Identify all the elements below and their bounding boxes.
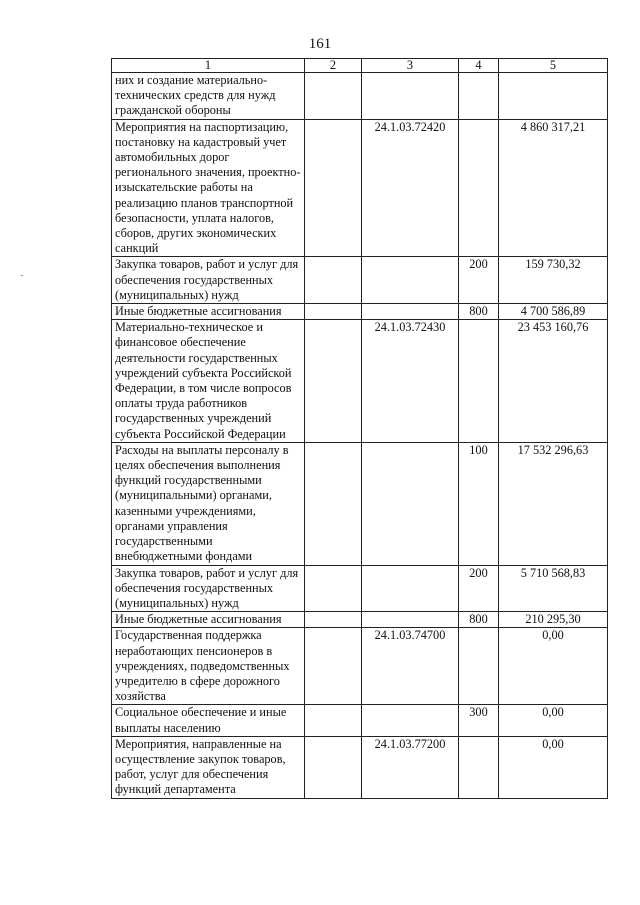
table-row <box>112 257 608 304</box>
row-type <box>459 119 499 257</box>
row-amount: 159 730,32 <box>499 257 608 304</box>
table-row <box>112 119 608 257</box>
row-type <box>459 73 499 120</box>
row-type: 300 <box>459 705 499 736</box>
row-type: 100 <box>459 442 499 565</box>
header-cell: 4 <box>459 59 499 73</box>
row-code <box>362 705 459 736</box>
scan-mark <box>21 275 23 276</box>
row-amount <box>499 73 608 120</box>
row-col2 <box>305 705 362 736</box>
row-type <box>459 736 499 798</box>
row-type: 200 <box>459 257 499 304</box>
row-amount: 210 295,30 <box>499 612 608 628</box>
row-col2 <box>305 257 362 304</box>
row-type: 800 <box>459 612 499 628</box>
table-row <box>112 442 608 565</box>
table-row <box>112 628 608 705</box>
table-row <box>112 612 608 628</box>
row-col2 <box>305 320 362 443</box>
table-row <box>112 320 608 443</box>
row-amount: 0,00 <box>499 705 608 736</box>
row-col2 <box>305 442 362 565</box>
row-code: 24.1.03.77200 <box>362 736 459 798</box>
row-amount: 0,00 <box>499 736 608 798</box>
row-amount: 0,00 <box>499 628 608 705</box>
row-col2 <box>305 119 362 257</box>
row-amount: 4 860 317,21 <box>499 119 608 257</box>
row-amount: 17 532 296,63 <box>499 442 608 565</box>
table-row <box>112 304 608 320</box>
row-code: 24.1.03.72420 <box>362 119 459 257</box>
table-row <box>112 565 608 612</box>
row-amount: 4 700 586,89 <box>499 304 608 320</box>
row-code: 24.1.03.72430 <box>362 320 459 443</box>
row-amount: 23 453 160,76 <box>499 320 608 443</box>
row-name: Материально-техническое и финансовое обеспечение деятельности государственных учреждений субъекта Российской Федерации, в том числе вопросов оплаты труда работников государственных учреждений субъекта Российской Федерации <box>112 320 305 443</box>
row-code <box>362 257 459 304</box>
row-code: 24.1.03.74700 <box>362 628 459 705</box>
row-code <box>362 565 459 612</box>
row-type: 200 <box>459 565 499 612</box>
row-col2 <box>305 612 362 628</box>
row-col2 <box>305 73 362 120</box>
row-type: 800 <box>459 304 499 320</box>
header-row <box>112 59 608 73</box>
row-col2 <box>305 736 362 798</box>
row-code <box>362 304 459 320</box>
header-cell: 3 <box>362 59 459 73</box>
header-cell: 5 <box>499 59 608 73</box>
row-type <box>459 628 499 705</box>
row-col2 <box>305 304 362 320</box>
page-number: 161 <box>308 36 332 52</box>
row-col2 <box>305 565 362 612</box>
row-code <box>362 73 459 120</box>
budget-table <box>111 58 608 799</box>
row-code <box>362 442 459 565</box>
row-name: Мероприятия, направленные на осуществление закупок товаров, работ, услуг для обеспечения функций департамента <box>112 736 305 798</box>
row-code <box>362 612 459 628</box>
row-name: Иные бюджетные ассигнования <box>112 304 305 320</box>
header-cell: 2 <box>305 59 362 73</box>
row-name: них и создание материально-технических средств для нужд гражданской обороны <box>112 73 305 120</box>
row-amount: 5 710 568,83 <box>499 565 608 612</box>
row-name: Закупка товаров, работ и услуг для обеспечения государственных (муниципальных) нужд <box>112 565 305 612</box>
row-name: Мероприятия на паспортизацию, постановку на кадастровый учет автомобильных дорог регионального значения, проектно-изыскательские работы на реализацию планов транспортной безопасности, уплата налогов, сборов, других экономических санкций <box>112 119 305 257</box>
row-name: Расходы на выплаты персоналу в целях обеспечения выполнения функций государственными (муниципальными) органами, казенными учреждениями, органами управления государственными внебюджетными фондами <box>112 442 305 565</box>
row-name: Закупка товаров, работ и услуг для обеспечения государственных (муниципальных) нужд <box>112 257 305 304</box>
row-name: Иные бюджетные ассигнования <box>112 612 305 628</box>
header-cell: 1 <box>112 59 305 73</box>
row-name: Государственная поддержка неработающих пенсионеров в учреждениях, подведомственных учредителю в сфере дорожного хозяйства <box>112 628 305 705</box>
row-name: Социальное обеспечение и иные выплаты населению <box>112 705 305 736</box>
table-row <box>112 705 608 736</box>
row-type <box>459 320 499 443</box>
table-row <box>112 736 608 798</box>
table-row <box>112 73 608 120</box>
row-col2 <box>305 628 362 705</box>
